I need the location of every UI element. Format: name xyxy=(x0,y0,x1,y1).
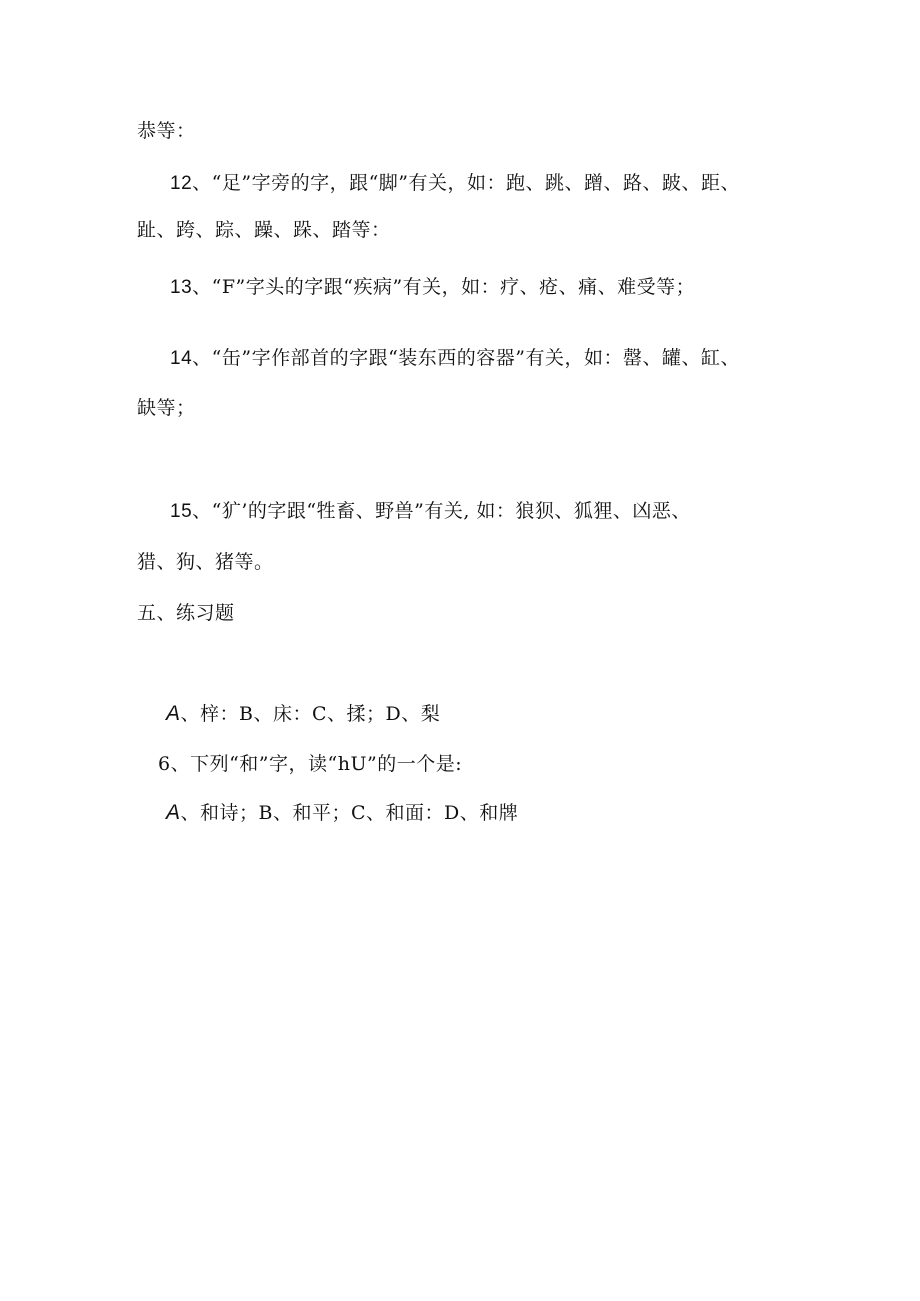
item-12-number: 12 xyxy=(170,173,193,194)
question-5-options xyxy=(166,701,440,727)
item-13-text: 、“F”字头的字跟“疾病”有关，如：疗、疮、痛、难受等； xyxy=(192,276,696,298)
item-12-line-2: 趾、跨、踪、躁、跺、踏等： xyxy=(137,219,391,241)
question-6-options xyxy=(166,800,518,826)
question-6-options-text: 、和诗；B、和平；C、和面：D、和牌 xyxy=(180,802,519,824)
item-14-text-1: 、“缶”字作部首的字跟“装东西的容器”有关，如：罄、罐、缸、 xyxy=(192,347,740,369)
item-15-line-1 xyxy=(170,498,691,525)
continuation-line: 恭等： xyxy=(137,120,196,142)
item-12-line-1 xyxy=(170,170,787,197)
question-6-stem: 6、下列“和”字，读“hU”的一个是: xyxy=(158,753,463,775)
item-14-number: 14 xyxy=(170,348,193,369)
section-title: 五、练习题 xyxy=(137,602,235,624)
item-13-line xyxy=(170,274,695,301)
question-5-options-text: 、梓：B、床：C、揉；D、梨 xyxy=(180,703,441,725)
item-14-line-2: 缺等； xyxy=(137,397,196,419)
option-a-letter: A xyxy=(166,702,181,725)
item-15-line-2: 猎、狗、猪等。 xyxy=(137,551,274,573)
item-14-line-1 xyxy=(170,345,740,372)
item-15-number: 15 xyxy=(170,501,193,522)
item-13-number: 13 xyxy=(170,277,193,298)
item-15-text-1: 、“犷’的字跟“牲畜、野兽”有关, 如：狼狈、狐狸、凶恶、 xyxy=(192,500,691,522)
option-a-letter: A xyxy=(166,801,181,824)
item-12-text-1: 、“足”字旁的字，跟“脚”有关，如：跑、跳、蹭、路、跛、距、 xyxy=(192,172,740,194)
